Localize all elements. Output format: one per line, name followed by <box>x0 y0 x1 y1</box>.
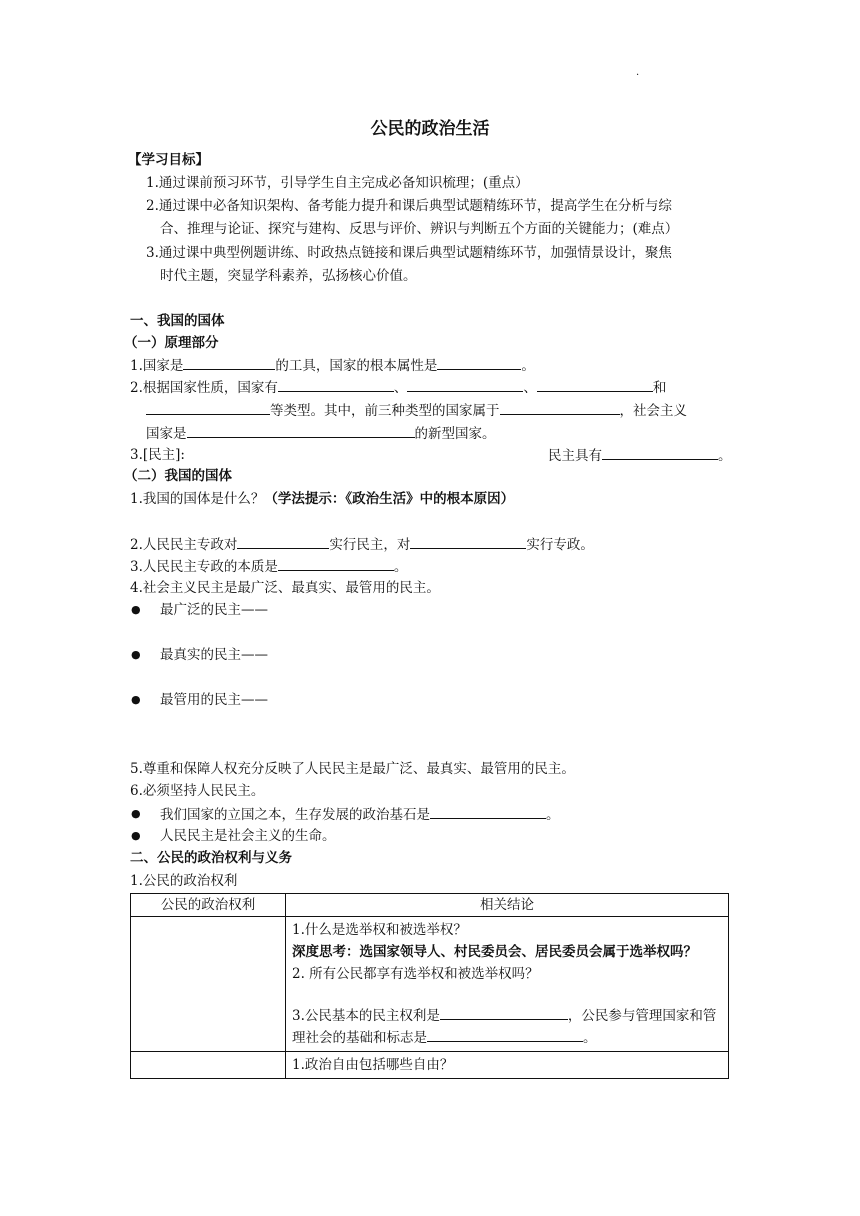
page-title: 公民的政治生活 <box>370 119 490 139</box>
section2-heading: 二、公民的政治权利与义务 <box>130 850 292 866</box>
objectives-heading: 【学习目标】 <box>128 152 209 168</box>
part2-question-1: 1.我国的国体是什么？（学法提示：《政治生活》中的根本原因） <box>130 491 515 507</box>
table-cell[interactable] <box>131 1052 286 1079</box>
table-header-cell: 相关结论 <box>286 894 729 917</box>
table-row <box>131 917 729 1052</box>
question-3: 3.[民主]: <box>130 447 185 463</box>
answer-blank[interactable] <box>237 535 329 549</box>
bullet-item: 最真实的民主—— <box>160 647 268 663</box>
table-header-row <box>131 894 729 917</box>
question-1: 1.国家是 的工具，国家的根本属性是 。 <box>130 358 535 374</box>
answer-blank[interactable] <box>500 401 620 415</box>
objective-item: 时代主题，突显学科素养，弘扬核心价值。 <box>160 268 417 284</box>
table-row <box>131 1052 729 1079</box>
header-mark: . <box>636 67 640 78</box>
part2-question-6: 6.必须坚持人民民主。 <box>130 783 265 799</box>
answer-blank[interactable] <box>407 378 523 392</box>
table-cell[interactable] <box>131 917 286 1052</box>
answer-blank[interactable] <box>410 535 526 549</box>
bullet-icon: ● <box>131 807 141 820</box>
part2-question-5: 5.尊重和保障人权充分反映了人民民主是最广泛、最真实、最管用的民主。 <box>130 761 575 777</box>
answer-blank[interactable] <box>278 557 394 571</box>
objective-item: 1.通过课前预习环节，引导学生自主完成必备知识梳理；(重点） <box>146 175 529 191</box>
bullet-item: 人民民主是社会主义的生命。 <box>160 828 336 844</box>
part2-question-2: 2.人民民主专政对 实行民主，对 实行专政。 <box>130 537 594 553</box>
question-2-cont: 等类型。其中，前三种类型的国家属于 ，社会主义 <box>146 401 687 420</box>
answer-blank[interactable] <box>440 1006 568 1020</box>
answer-blank[interactable] <box>437 356 521 370</box>
bullet-item: 我们国家的立国之本，生存发展的政治基石是 。 <box>160 807 560 823</box>
bullet-icon: ● <box>131 603 141 616</box>
answer-blank[interactable] <box>602 446 718 460</box>
deep-thinking-prompt: 深度思考：选国家领导人、村民委员会、居民委员会属于选举权吗？ <box>292 944 697 960</box>
answer-blank[interactable] <box>187 424 415 438</box>
answer-blank[interactable] <box>183 356 275 370</box>
objective-item: 2.通过课中必备知识架构、备考能力提升和课后典型试题精练环节，提高学生在分析与综 <box>146 198 672 214</box>
section1-heading: 一、我国的国体 <box>130 313 225 329</box>
answer-blank[interactable] <box>146 401 270 415</box>
bullet-icon: ● <box>131 648 141 661</box>
question-2-cont2: 国家是 的新型国家。 <box>146 426 496 442</box>
objective-item: 合、推理与论证、探究与建构、反思与评价、辨识与判断五个方面的关键能力；(难点） <box>160 221 679 237</box>
objective-item: 3.通过课中典型例题讲练、时政热点链接和课后典型试题精练环节，加强情景设计，聚焦 <box>146 245 672 261</box>
bullet-icon: ● <box>131 693 141 706</box>
bullet-item: 最管用的民主—— <box>160 692 268 708</box>
answer-blank[interactable] <box>537 378 653 392</box>
rights-table <box>130 893 729 1079</box>
bullet-item: 最广泛的民主—— <box>160 602 268 618</box>
study-hint: （学法提示：《政治生活》中的根本原因） <box>264 491 515 507</box>
table-cell: 1.什么是选举权和被选举权？ 深度思考：选国家领导人、村民委员会、居民委员会属于选举权吗？ 2. 所有公民都享有选举权和被选举权吗？ 3.公民基本的民主权利是 ，公民参与管理国家和管理社会的基础和标志是 。 <box>286 917 729 1052</box>
part1-heading: （一）原理部分 <box>124 335 219 351</box>
section2-sub1: 1.公民的政治权利 <box>130 873 238 889</box>
answer-blank[interactable] <box>427 1028 583 1042</box>
table-cell: 1.政治自由包括哪些自由？ <box>286 1052 729 1079</box>
question-3-right: 民主具有 。 <box>548 448 732 464</box>
question-2: 2.根据国家性质，国家有 、 、 和 <box>130 380 667 396</box>
bullet-icon: ● <box>131 829 141 842</box>
part2-question-3: 3.人民民主专政的本质是 。 <box>130 559 408 575</box>
answer-blank[interactable] <box>278 378 394 392</box>
table-header-cell: 公民的政治权利 <box>131 894 286 917</box>
part2-question-4: 4.社会主义民主是最广泛、最真实、最管用的民主。 <box>130 580 440 596</box>
answer-blank[interactable] <box>430 805 546 819</box>
part2-heading: （二）我国的国体 <box>124 468 232 484</box>
